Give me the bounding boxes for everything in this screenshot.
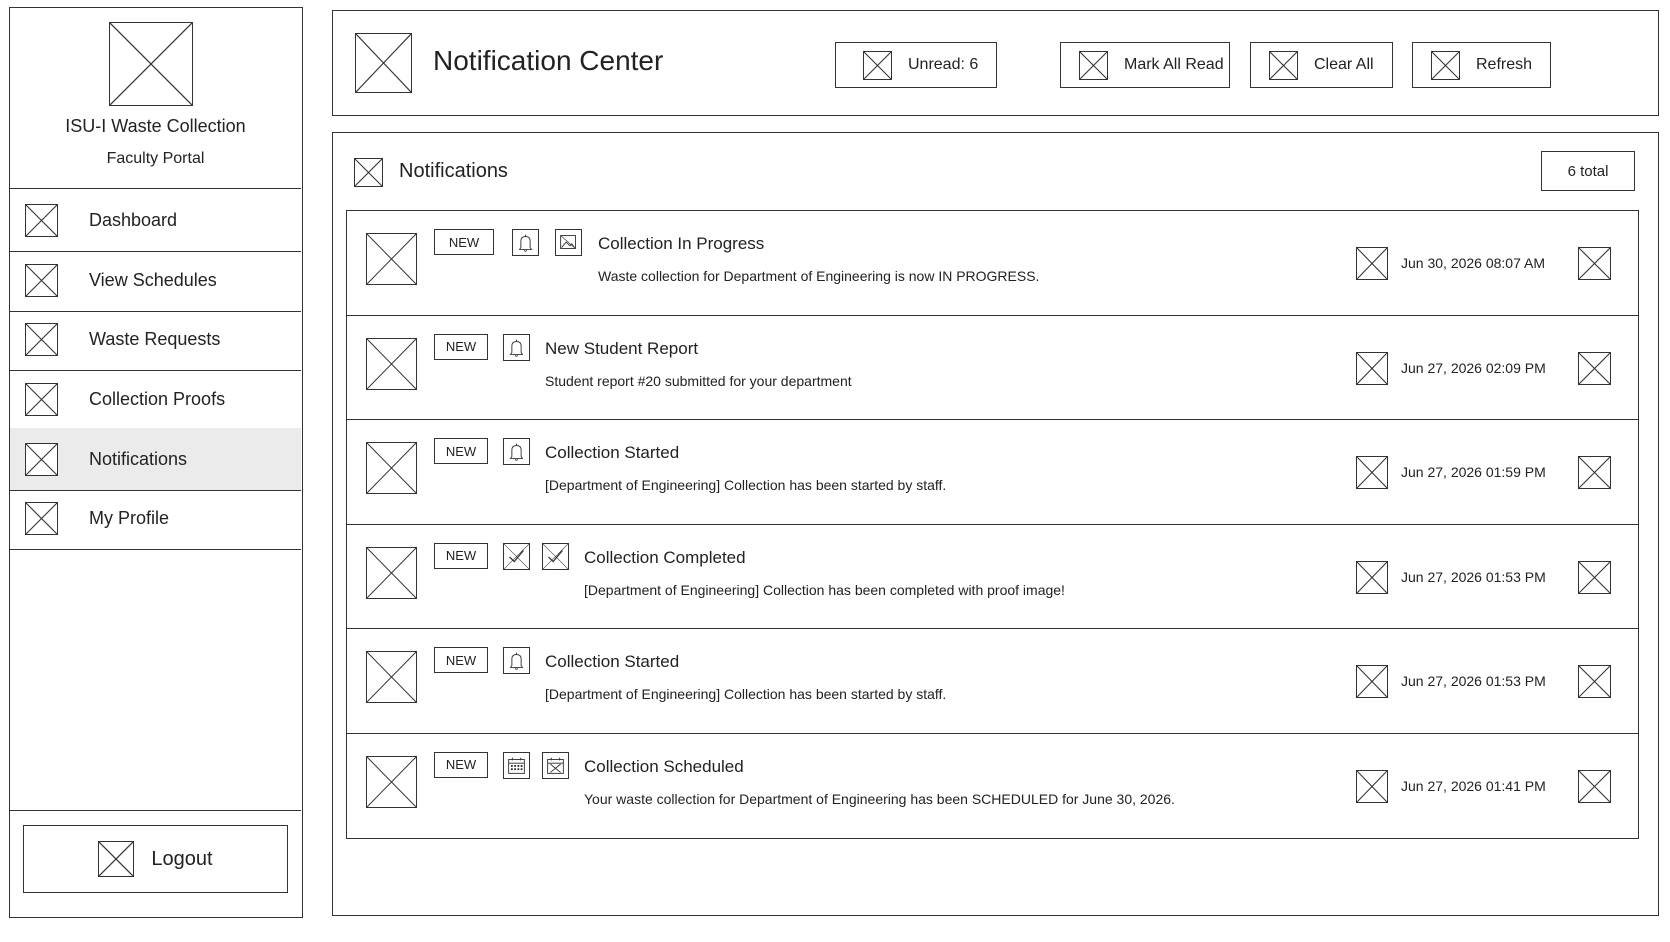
calendar-x-icon [542,752,569,779]
checkbox-icon [542,543,569,570]
new-badge: NEW [434,334,488,360]
delete-notification-icon[interactable] [1578,665,1611,698]
clear-all-button[interactable] [1250,42,1393,88]
dashboard-icon [25,204,58,237]
delete-notification-icon[interactable] [1578,770,1611,803]
sidebar-item-label: Notifications [89,448,188,469]
notification-timestamp: Jun 27, 2026 02:09 PM [1401,359,1546,376]
new-badge: NEW [434,438,488,464]
delete-notification-icon[interactable] [1578,561,1611,594]
bell-icon [503,438,530,465]
notification-item[interactable] [347,629,1638,734]
sidebar-item-dashboard[interactable] [10,189,301,252]
notification-timestamp: Jun 27, 2026 01:59 PM [1401,464,1546,480]
clock-icon [1356,456,1388,489]
logout-icon [98,841,134,877]
unread-icon [863,51,892,80]
clock-icon [1356,665,1388,698]
app-name: ISU-I Waste Collection [65,116,246,136]
notification-message: [Department of Engineering] Collection has been started by staff. [545,477,947,493]
user-icon [25,502,58,535]
delete-notification-icon[interactable] [1578,456,1611,489]
sidebar-item-view-schedules[interactable] [10,249,301,312]
bell-icon [503,334,530,361]
notification-message: Student report #20 submitted for your department [545,372,852,389]
notification-type-icon [366,233,417,285]
mark-all-read-label: Mark All Read [1124,56,1224,73]
refresh-icon [1431,51,1460,80]
sidebar-item-label: View Schedules [89,269,217,290]
new-badge: NEW [434,752,488,778]
notification-message: Waste collection for Department of Engineering is now IN PROGRESS. [598,268,1040,284]
notification-title: Collection In Progress [598,234,765,253]
notification-item[interactable] [347,734,1638,839]
unread-label: Unread: 6 [908,56,979,73]
sidebar-item-label: Dashboard [89,209,178,230]
sidebar-item-my-profile[interactable] [10,487,301,550]
bell-icon [512,229,539,256]
notification-type-icon [366,338,417,390]
clock-icon [1356,561,1388,594]
page-title: Notification Center [433,45,664,76]
new-badge: NEW [434,647,488,673]
clock-icon [1356,770,1388,803]
delete-notification-icon[interactable] [1578,352,1611,385]
bell-icon [25,443,58,476]
notifications-panel [332,132,1659,916]
sidebar-item-notifications[interactable] [10,428,301,491]
notification-timestamp: Jun 30, 2026 08:07 AM [1401,255,1545,271]
sidebar-item-waste-requests[interactable] [10,308,301,371]
notification-timestamp: Jun 27, 2026 01:41 PM [1401,777,1546,794]
notification-type-icon [366,651,417,703]
notification-item[interactable] [347,420,1638,525]
notification-item[interactable] [347,211,1638,316]
trash-icon [25,323,58,356]
notification-item[interactable] [347,525,1638,630]
logout-label: Logout [151,847,213,870]
notification-timestamp: Jun 27, 2026 01:53 PM [1401,673,1546,689]
notification-title: Collection Completed [584,547,746,567]
logo-icon [109,22,193,106]
bell-icon [503,647,530,674]
notification-title: Collection Started [545,652,680,671]
new-badge: NEW [434,229,494,255]
clock-icon [1356,352,1388,385]
check-icon [503,543,530,570]
notification-message: [Department of Engineering] Collection has been completed with proof image! [584,581,1065,598]
notification-type-icon [366,547,417,599]
clear-icon [1269,51,1298,80]
notification-list [346,210,1639,839]
sidebar-item-label: Waste Requests [89,328,221,349]
app-subtitle: Faculty Portal [106,150,205,167]
clear-all-label: Clear All [1314,56,1374,73]
notification-title: Collection Started [545,443,680,462]
notification-timestamp: Jun 27, 2026 01:53 PM [1401,568,1546,585]
page-header [332,10,1659,116]
notifications-list-icon [354,158,383,187]
calendar-icon [503,752,530,779]
notification-type-icon [366,756,417,808]
clock-icon [1356,247,1388,280]
notification-title: Collection Scheduled [584,756,744,776]
notification-message: Your waste collection for Department of Engineering has been SCHEDULED for June 30, 2026. [584,790,1175,807]
notification-title: New Student Report [545,338,699,358]
delete-notification-icon[interactable] [1578,247,1611,280]
mark-read-icon [1079,51,1108,80]
calendar-icon [25,264,58,297]
logout-area [10,810,301,917]
sidebar-item-collection-proofs[interactable] [10,368,301,431]
notification-message: [Department of Engineering] Collection has been started by staff. [545,686,947,702]
panel-title: Notifications [399,160,508,182]
notification-item[interactable] [347,316,1638,421]
sidebar-item-label: Collection Proofs [89,388,226,409]
sidebar-item-label: My Profile [89,507,170,528]
total-count-badge: 6 total [1541,151,1635,191]
unread-count-button[interactable] [835,42,997,88]
camera-icon [25,383,58,416]
brand-block [10,8,301,189]
sidebar [9,7,303,918]
mark-all-read-button[interactable] [1060,42,1230,88]
notification-type-icon [366,442,417,494]
image-icon [555,229,582,256]
refresh-button[interactable] [1412,42,1551,88]
refresh-label: Refresh [1476,56,1533,73]
logout-button[interactable] [23,825,288,893]
notification-center-icon [355,33,412,93]
new-badge: NEW [434,543,488,569]
